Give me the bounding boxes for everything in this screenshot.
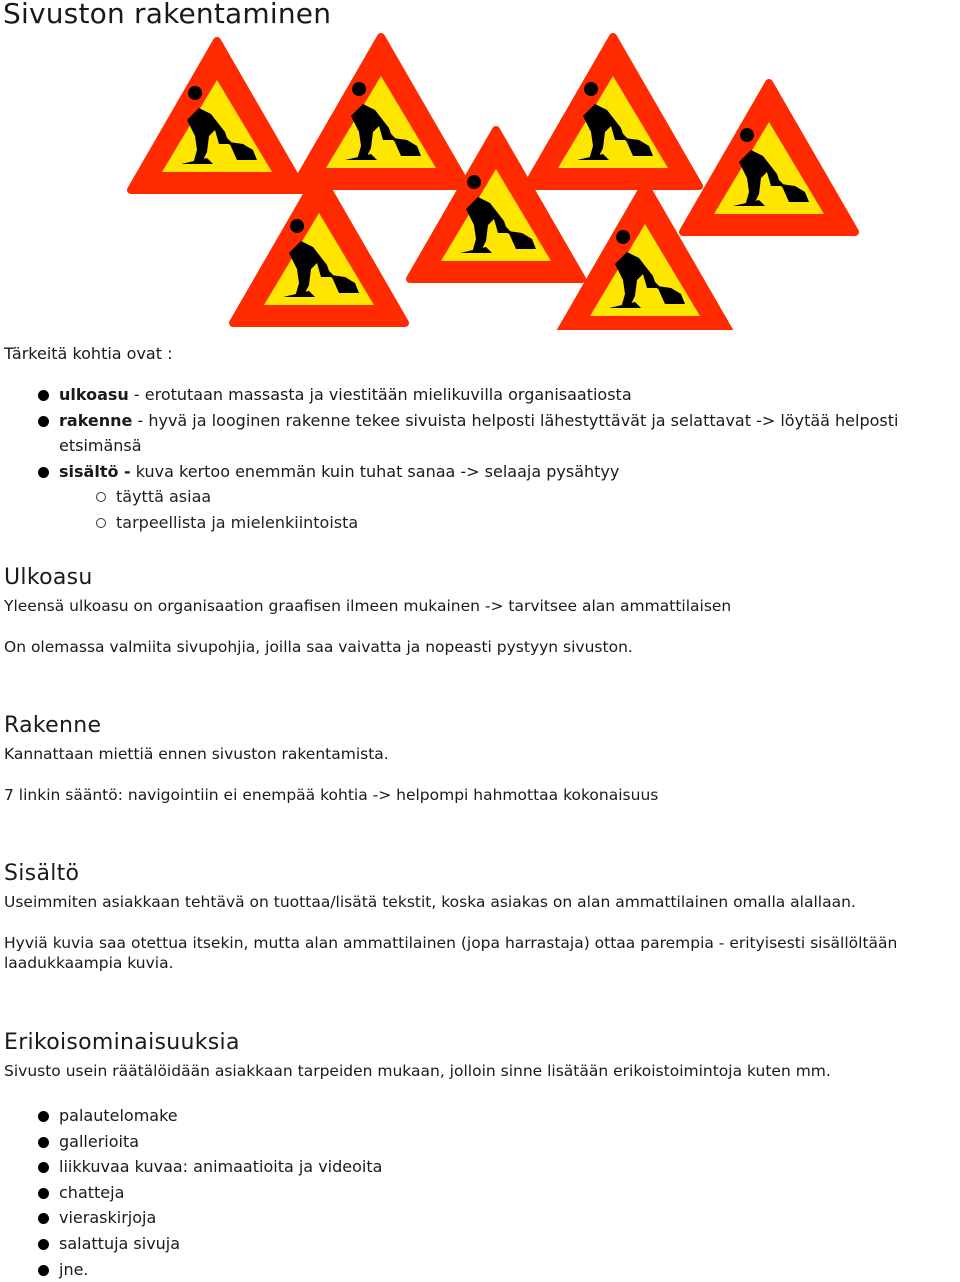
road-work-sign-icon [527,37,699,186]
intro-lead: Tärkeitä kohtia ovat : [4,344,173,363]
point-text: - hyvä ja looginen rakenne tekee sivuista helposti lähestyttävät ja selattavat -> löytää helposti etsimänsä [59,410,899,456]
point-text: kuva kertoo enemmän kuin tuhat sanaa -> selaaja pysähtyy [130,461,620,481]
list-item: palautelomake [0,1103,960,1129]
road-work-sign-icon [295,37,467,186]
section-heading: Erikoisominaisuuksia [4,1030,240,1055]
paragraph: 7 linkin sääntö: navigointiin ei enempää kohtia -> helpompi hahmottaa kokonaisuus [4,786,659,804]
section-ulkoasu [4,565,960,657]
road-work-sign-icon [233,174,405,323]
list-item: liikkuvaa kuvaa: animaatioita ja videoita [0,1154,960,1180]
section-heading: Ulkoasu [4,565,93,590]
list-item: vieraskirjoja [0,1205,960,1231]
point-term: ulkoasu [59,385,129,404]
section-sisalto [4,861,960,973]
page-title: Sivuston rakentaminen [3,0,332,30]
road-work-sign-icon [131,41,303,190]
paragraph: On olemassa valmiita sivupohjia, joilla saa vaivatta ja nopeasti pystyyn sivuston. [4,638,633,656]
sub-list-item: täyttä asiaa [0,484,960,510]
paragraph: Kannattaan miettiä ennen sivuston rakentamista. [4,745,389,763]
paragraph: Useimmiten asiakkaan tehtävä on tuottaa/lisätä tekstit, koska asiakas on alan ammattilainen omalla alallaan. [4,893,856,911]
section-heading: Rakenne [4,713,102,738]
paragraph: Hyviä kuvia saa otettua itsekin, mutta alan ammattilainen (jopa harrastaja) ottaa parempia - erityisesti sisällöltään laadukkaampia kuvia. [4,934,898,972]
list-item [0,382,960,408]
key-points-list [0,382,960,536]
paragraph: Yleensä ulkoasu on organisaation graafisen ilmeen mukainen -> tarvitsee alan ammattilaisen [4,597,732,615]
list-item [0,459,960,485]
list-item [0,408,960,459]
list-item: salattuja sivuja [0,1231,960,1257]
point-text: - erotutaan massasta ja viestitään mielikuvilla organisaatiosta [128,385,632,404]
list-item: chatteja [0,1180,960,1206]
road-work-sign-icon [683,83,855,232]
section-erikoisominaisuuksia [4,1030,960,1081]
section-rakenne [4,713,960,805]
sub-list-item: tarpeellista ja mielenkiintoista [0,510,960,536]
list-item: gallerioita [0,1129,960,1155]
point-term: rakenne [59,410,133,430]
paragraph: Sivusto usein räätälöidään asiakkaan tarpeiden mukaan, jolloin sinne lisätään erikoistoimintoja kuten mm. [4,1062,831,1080]
point-term: sisältö - [59,461,131,481]
road-work-signs-illustration [0,0,960,330]
section-heading: Sisältö [4,861,80,886]
features-list [0,1103,960,1282]
list-item: jne. [0,1257,960,1282]
